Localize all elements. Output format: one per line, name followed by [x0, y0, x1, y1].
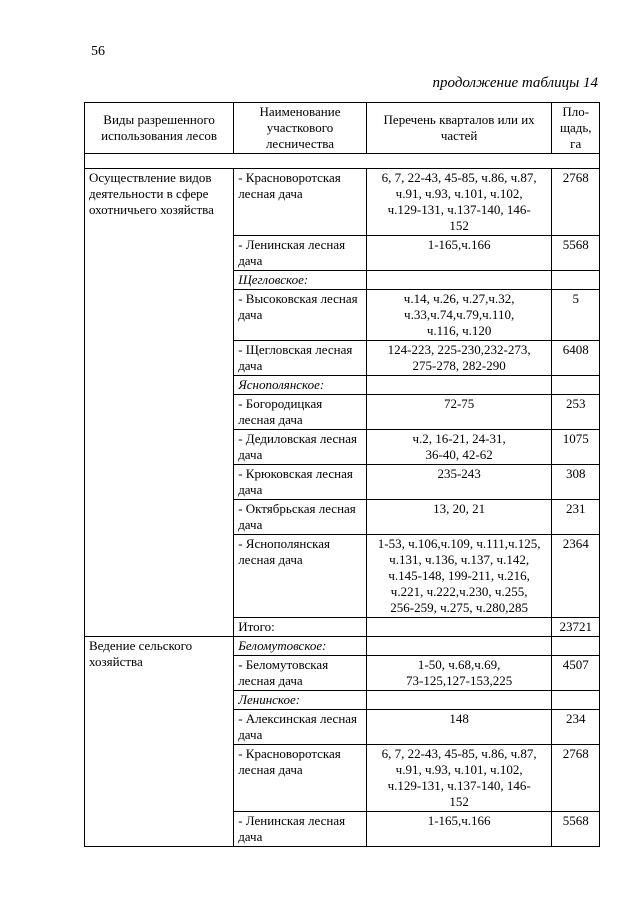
area-cell: [552, 637, 600, 656]
blocks-cell: ч.2, 16-21, 24-31, 36-40, 42-62: [366, 430, 552, 465]
blocks-cell: 6, 7, 22-43, 45-85, ч.86, ч.87, ч.91, ч.93, ч.101, ч.102, ч.129-131, ч.137-140, 146- 152: [366, 745, 552, 812]
section-name: Беломутовское:: [234, 637, 367, 656]
total-blocks-cell: [366, 618, 552, 637]
forestry-name: - Октябрьская лесная дача: [234, 500, 367, 535]
area-cell: [552, 691, 600, 710]
usage-type-cell: Ведение сельского хозяйства: [85, 637, 234, 847]
section-row: [85, 637, 600, 656]
forestry-name: - Богородицкая лесная дача: [234, 395, 367, 430]
area-cell: 2768: [552, 169, 600, 236]
forestry-name: - Крюковская лесная дача: [234, 465, 367, 500]
forest-use-table: [84, 102, 600, 847]
blocks-cell: 1-165,ч.166: [366, 236, 552, 271]
area-cell: 4507: [552, 656, 600, 691]
blocks-cell: [366, 271, 552, 290]
blocks-cell: [366, 691, 552, 710]
blocks-cell: [366, 376, 552, 395]
area-cell: 5568: [552, 812, 600, 847]
table-header-row: [85, 103, 600, 154]
forestry-name: - Высоковская лесная дача: [234, 290, 367, 341]
section-name: Щегловское:: [234, 271, 367, 290]
header-area: Пло- щадь, га: [552, 103, 600, 154]
spacer-cell: [85, 154, 600, 169]
area-cell: [552, 271, 600, 290]
area-cell: 5568: [552, 236, 600, 271]
area-cell: 1075: [552, 430, 600, 465]
section-name: Ленинское:: [234, 691, 367, 710]
blocks-cell: [366, 637, 552, 656]
blocks-cell: ч.14, ч.26, ч.27,ч.32, ч.33,ч.74,ч.79,ч.110, ч.116, ч.120: [366, 290, 552, 341]
page-number: 56: [91, 44, 105, 59]
forestry-name: - Красноворотская лесная дача: [234, 745, 367, 812]
blocks-cell: 1-165,ч.166: [366, 812, 552, 847]
total-value: 23721: [552, 618, 600, 637]
spacer-row: [85, 154, 600, 169]
blocks-cell: 6, 7, 22-43, 45-85, ч.86, ч.87, ч.91, ч.93, ч.101, ч.102, ч.129-131, ч.137-140, 146- 152: [366, 169, 552, 236]
area-cell: 2364: [552, 535, 600, 618]
area-cell: 2768: [552, 745, 600, 812]
area-cell: 231: [552, 500, 600, 535]
total-label: Итого:: [234, 618, 367, 637]
forestry-name: - Алексинская лесная дача: [234, 710, 367, 745]
blocks-cell: 72-75: [366, 395, 552, 430]
blocks-cell: 235-243: [366, 465, 552, 500]
area-cell: [552, 376, 600, 395]
forestry-name: - Ленинская лесная дача: [234, 236, 367, 271]
area-cell: 253: [552, 395, 600, 430]
blocks-cell: 148: [366, 710, 552, 745]
usage-type-cell: Осуществление видов деятельности в сфере охотничьего хозяйства: [85, 169, 234, 637]
table-row: [85, 169, 600, 236]
area-cell: 5: [552, 290, 600, 341]
blocks-cell: 124-223, 225-230,232-273, 275-278, 282-290: [366, 341, 552, 376]
forestry-name: - Ленинская лесная дача: [234, 812, 367, 847]
section-name: Яснополянское:: [234, 376, 367, 395]
area-cell: 6408: [552, 341, 600, 376]
header-usage-type: Виды разрешенного использования лесов: [85, 103, 234, 154]
area-cell: 308: [552, 465, 600, 500]
forestry-name: - Яснополянская лесная дача: [234, 535, 367, 618]
table-continuation-caption: продолжение таблицы 14: [432, 75, 598, 91]
header-blocks-list: Перечень кварталов или их частей: [366, 103, 552, 154]
blocks-cell: 1-50, ч.68,ч.69, 73-125,127-153,225: [366, 656, 552, 691]
forestry-name: - Красноворотская лесная дача: [234, 169, 367, 236]
forestry-name: - Беломутовская лесная дача: [234, 656, 367, 691]
forestry-name: - Дедиловская лесная дача: [234, 430, 367, 465]
area-cell: 234: [552, 710, 600, 745]
blocks-cell: 13, 20, 21: [366, 500, 552, 535]
forestry-name: - Щегловская лесная дача: [234, 341, 367, 376]
header-forestry-name: Наименование участкового лесничества: [234, 103, 367, 154]
blocks-cell: 1-53, ч.106,ч.109, ч.111,ч.125, ч.131, ч.136, ч.137, ч.142, ч.145-148, 199-211, ч.216, ч.221, ч.222,ч.230, ч.255, 256-259, ч.275, ч.280,285: [366, 535, 552, 618]
